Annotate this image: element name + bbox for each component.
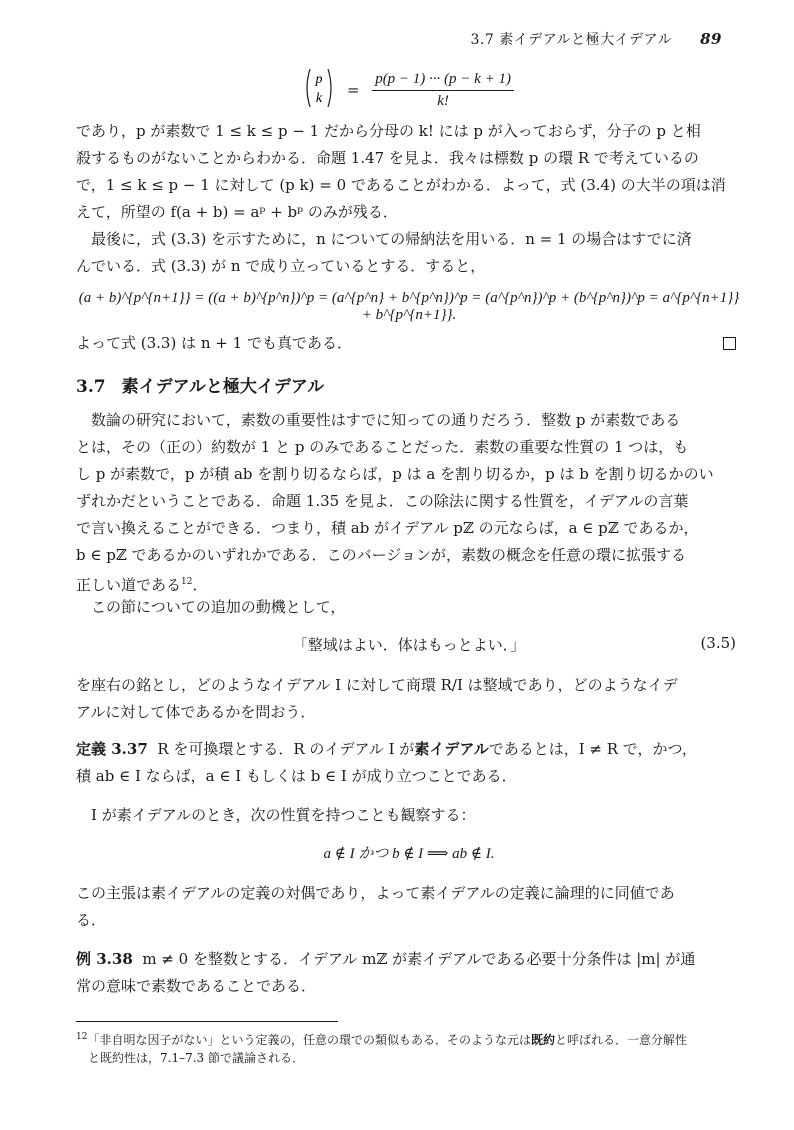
page-number: 89: [700, 30, 722, 48]
header-section: 3.7 素イデアルと極大イデアル: [470, 32, 673, 48]
qed-square-icon: [723, 337, 736, 350]
text-line: この主張は素イデアルの定義の対偶であり，よって素イデアルの定義に論理的に同値であ: [76, 884, 675, 902]
text-line: であり，p が素数で 1 ≤ k ≤ p − 1 だから分母の k! には p が入っておらず，分子の p と相: [76, 122, 701, 140]
text-line: し p が素数で，p が積 ab を割り切るならば，p は a を割り切るか，p は b を割り切るかのい: [76, 465, 714, 483]
section-number: 3.7: [76, 377, 106, 397]
paragraph-observation: I が素イデアルのとき，次の性質を持つことも観察する：: [91, 806, 476, 824]
text-line: 積 ab ∈ I ならば，a ∈ I もしくは b ∈ I が成り立つことである．: [76, 767, 517, 785]
definition-label: 定義 3.37: [76, 740, 148, 758]
defined-term: 素イデアル: [414, 740, 489, 758]
example-label: 例 3.38: [76, 950, 133, 968]
footnote-rule: [76, 1021, 338, 1022]
text-span: R を可換環とする．R のイデアル I が: [157, 740, 415, 758]
running-header: [471, 29, 722, 49]
section-heading: [76, 372, 324, 397]
footnote-term: 既約: [530, 1033, 555, 1047]
text-line: アルに対して体であるかを問おう．: [76, 703, 316, 721]
fraction-numerator: p(p − 1) ··· (p − k + 1): [372, 71, 514, 91]
svg-text:k: k: [315, 91, 323, 106]
paragraph-prime-motivation: [76, 407, 742, 599]
paragraph-motto-question: [76, 672, 742, 726]
example-block: [76, 946, 742, 1000]
text-line: とは，その（正の）約数が 1 と p のみであることだった．素数の重要な性質の 1 つは，も: [76, 438, 689, 456]
text-span: m ≠ 0 を整数とする．イデアル mℤ が素イデアルである必要十分条件は |m| が通: [142, 950, 696, 968]
fraction-denominator: k!: [437, 92, 449, 109]
text-line: で言い換えることができる．つまり，積 ab がイデアル pℤ の元ならば，a ∈ pℤ であるか，: [76, 519, 699, 537]
paragraph-binomial-proof: [76, 118, 742, 226]
text-line: [76, 736, 742, 763]
section-title: 素イデアルと極大イデアル: [121, 377, 325, 397]
svg-text:p: p: [315, 72, 323, 87]
text-line: んでいる．式 (3.3) が n で成り立っているとする．すると，: [76, 257, 486, 275]
equation-number: (3.5): [700, 634, 736, 652]
text-line: [76, 946, 742, 973]
text-line: 殺するものがないことからわかる．命題 1.47 を見よ．我々は標数 p の環 R で考えているの: [76, 149, 699, 167]
text-line: 最後に，式 (3.3) を示すために，n についての帰納法を用いる．n = 1 の場合はすでに済: [91, 230, 692, 248]
text-line: えて，所望の f(a + b) = aᵖ + bᵖ のみが残る．: [76, 203, 398, 221]
binomial-lhs: [304, 66, 334, 114]
text-line: 常の意味で素数であることである．: [76, 977, 317, 995]
text-line: 正しい道である$^{12}$．: [76, 576, 208, 594]
text-span: 正しい道である: [76, 576, 182, 594]
definition-block: [76, 736, 742, 790]
footnote-ref[interactable]: 12: [181, 577, 193, 587]
text-line: [76, 1028, 742, 1049]
paragraph-contrapositive: [76, 880, 742, 934]
text-span: 「非自明な因子がない」という定義の，任意の環での類似もある．そのような元は: [87, 1033, 531, 1047]
paragraph-motivation: この節についての追加の動機として，: [91, 598, 346, 616]
text-span: と呼ばれる．一意分解性: [555, 1033, 688, 1047]
induction-equation: (a + b)^{p^{n+1}} = ((a + b)^{p^n})^p = (a^{p^n} + b^{p^n})^p = (a^{p^n})^p + (b^{p^n})^p = a^{p^{n+1}} + b^{p^{n+1}}.: [78, 290, 740, 323]
footnote: [76, 1028, 742, 1067]
text-line: る．: [76, 911, 107, 929]
binomial-equation: p k = $\frac{p(p - 1) \cdot\cdot\cdot (p - k + 1)}{k!}$: [76, 66, 742, 114]
text-span: であるとは，I ≠ R で，かつ，: [488, 740, 697, 758]
text-line: で，1 ≤ k ≤ p − 1 に対して (p k) = 0 であることがわかる．よって，式 (3.4) の大半の項は消: [76, 176, 726, 194]
text-line: b ∈ pℤ であるかのいずれかである．このバージョンが，素数の概念を任意の環に拡張する: [76, 546, 686, 564]
text-line: を座右の銘とし，どのようなイデアル I に対して商環 R/I は整域であり，どのようなイデ: [76, 676, 678, 694]
binomial-fraction: [372, 71, 514, 110]
text-line: ずれかだということである．命題 1.35 を見よ．この除法に関する性質を，イデアルの言葉: [76, 492, 689, 510]
binomial-symbol: [304, 66, 334, 110]
text-line: と既約性は，7.1–7.3 節で議論される．: [88, 1051, 304, 1065]
conclusion-line: よって式 (3.3) は n + 1 でも真である．: [76, 334, 352, 352]
text-line: 数論の研究において，素数の重要性はすでに知っての通りだろう．整数 p が素数である: [91, 411, 681, 429]
footnote-number: 12: [76, 1032, 88, 1042]
motto: 「整域はよい．体はもっとよい．」: [292, 636, 526, 654]
contrapositive-equation: a ∉ I かつ b ∉ I ⟹ ab ∉ I.: [323, 846, 495, 862]
paragraph-induction: [76, 226, 742, 280]
